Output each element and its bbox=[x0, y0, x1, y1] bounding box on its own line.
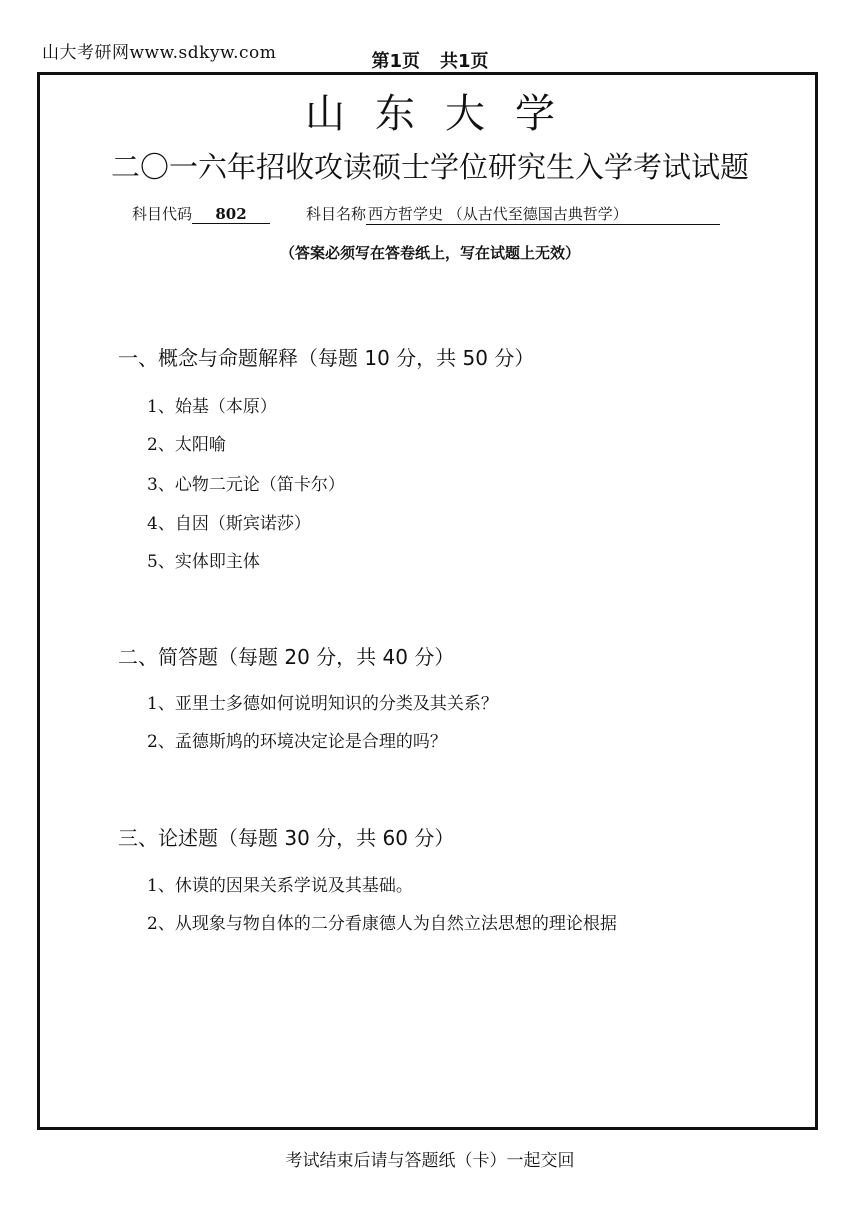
exam-frame bbox=[37, 72, 818, 1130]
question-item: 2、太阳喻 bbox=[147, 435, 226, 455]
question-item: 1、始基（本原） bbox=[147, 397, 277, 417]
page-total: 共1页 bbox=[440, 51, 489, 72]
question-item: 1、休谟的因果关系学说及其基础。 bbox=[147, 876, 413, 896]
section-title: 三、论述题（每题 30 分，共 60 分） bbox=[118, 826, 455, 850]
subject-code: 802 bbox=[192, 205, 270, 224]
site-watermark: 山大考研网www.sdkyw.com bbox=[42, 43, 277, 63]
question-item: 5、实体即主体 bbox=[147, 552, 260, 572]
question-item: 2、从现象与物自体的二分看康德人为自然立法思想的理论根据 bbox=[147, 914, 617, 934]
subject-row bbox=[132, 203, 720, 225]
question-item: 1、亚里士多德如何说明知识的分类及其关系？ bbox=[147, 694, 498, 714]
page-number bbox=[0, 47, 860, 73]
university-name: 山东大学 bbox=[305, 91, 585, 137]
subject-code-label: 科目代码 bbox=[132, 205, 193, 223]
subject-name: 西方哲学史 （从古代至德国古典哲学） bbox=[366, 203, 720, 225]
section-title: 一、概念与命题解释（每题 10 分，共 50 分） bbox=[118, 346, 535, 370]
page-current: 第1页 bbox=[371, 51, 420, 72]
section-title: 二、简答题（每题 20 分，共 40 分） bbox=[118, 645, 455, 669]
answer-notice: （答案必须写在答卷纸上，写在试题上无效） bbox=[279, 244, 580, 262]
subject-name-label: 科目名称 bbox=[306, 205, 367, 223]
exam-title: 二〇一六年招收攻读硕士学位研究生入学考试试题 bbox=[110, 150, 749, 184]
question-item: 4、自因（斯宾诺莎） bbox=[147, 514, 311, 534]
question-item: 2、孟德斯鸠的环境决定论是合理的吗？ bbox=[147, 732, 447, 752]
footer-note: 考试结束后请与答题纸（卡）一起交回 bbox=[285, 1151, 575, 1171]
question-item: 3、心物二元论（笛卡尔） bbox=[147, 475, 345, 495]
